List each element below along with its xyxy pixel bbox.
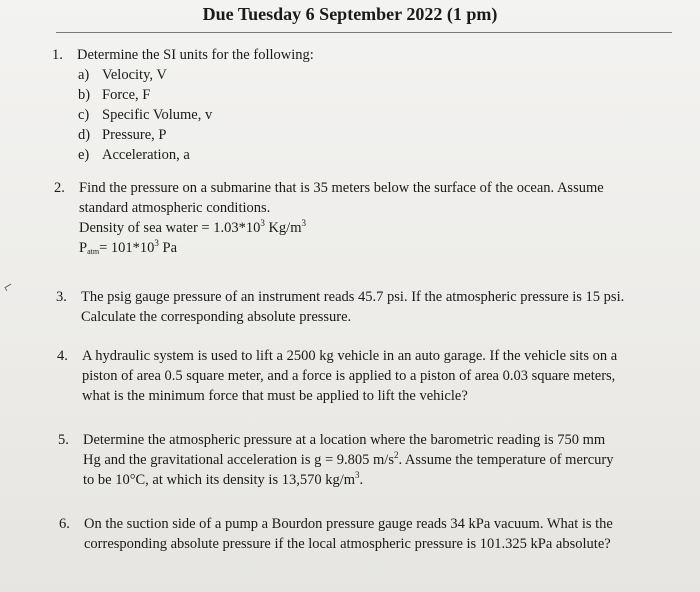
question-3 bbox=[56, 287, 624, 327]
page-title: Due Tuesday 6 September 2022 (1 pm) bbox=[202, 4, 498, 24]
question-text: piston of area 0.5 square meter, and a force is applied to a piston of area 0.03 square meters, bbox=[82, 368, 616, 384]
question-number: 5. bbox=[58, 432, 69, 448]
list-item: c) Specific Volume, v bbox=[78, 107, 213, 123]
question-number: 4. bbox=[57, 348, 68, 364]
question-text: standard atmospheric conditions. bbox=[79, 200, 271, 216]
question-text: what is the minimum force that must be applied to lift the vehicle? bbox=[82, 388, 468, 404]
title-underline bbox=[56, 32, 672, 33]
question-text: Find the pressure on a submarine that is 35 meters below the surface of the ocean. Assume bbox=[79, 180, 604, 196]
question-text: Hg and the gravitational acceleration is g = 9.805 $m/s^2$. Assume the temperature of mercury bbox=[83, 450, 614, 468]
question-number: 6. bbox=[59, 516, 70, 532]
question-1 bbox=[52, 45, 314, 165]
question-number: 2. bbox=[54, 180, 65, 196]
question-text: Calculate the corresponding absolute pressure. bbox=[81, 309, 352, 325]
margin-pen-mark: ⌐ bbox=[0, 276, 17, 297]
question-text: The psig gauge pressure of an instrument reads 45.7 psi. If the atmospheric pressure is 15 psi. bbox=[81, 289, 625, 305]
list-item: a) Velocity, V bbox=[78, 67, 167, 83]
question-number: 3. bbox=[56, 289, 67, 305]
list-item: d) Pressure, P bbox=[78, 127, 167, 143]
patm-given: Patm= $101*10^3$ Pa bbox=[79, 238, 178, 256]
question-text: Determine the atmospheric pressure at a location where the barometric reading is 750 mm bbox=[83, 432, 606, 448]
question-text: Determine the SI units for the following: bbox=[77, 47, 314, 63]
question-number: 1. bbox=[52, 47, 63, 63]
question-2 bbox=[54, 178, 604, 258]
question-text: corresponding absolute pressure if the local atmospheric pressure is 101.325 kPa absolute? bbox=[84, 536, 611, 552]
list-item: e) Acceleration, a bbox=[78, 147, 190, 163]
question-text: to be 10°C, at which its density is 13,570 $kg/m^3$. bbox=[83, 470, 364, 488]
question-4 bbox=[57, 346, 617, 406]
question-6 bbox=[59, 514, 613, 554]
question-5 bbox=[58, 430, 614, 490]
question-text: A hydraulic system is used to lift a 2500 kg vehicle in an auto garage. If the vehicle sits on a bbox=[82, 348, 618, 364]
question-text: On the suction side of a pump a Bourdon pressure gauge reads 34 kPa vacuum. What is the bbox=[84, 516, 613, 532]
list-item: b) Force, F bbox=[78, 87, 151, 103]
density-given: Density of sea water = $1.03*10^3$ $Kg/m^3$ bbox=[79, 218, 306, 236]
